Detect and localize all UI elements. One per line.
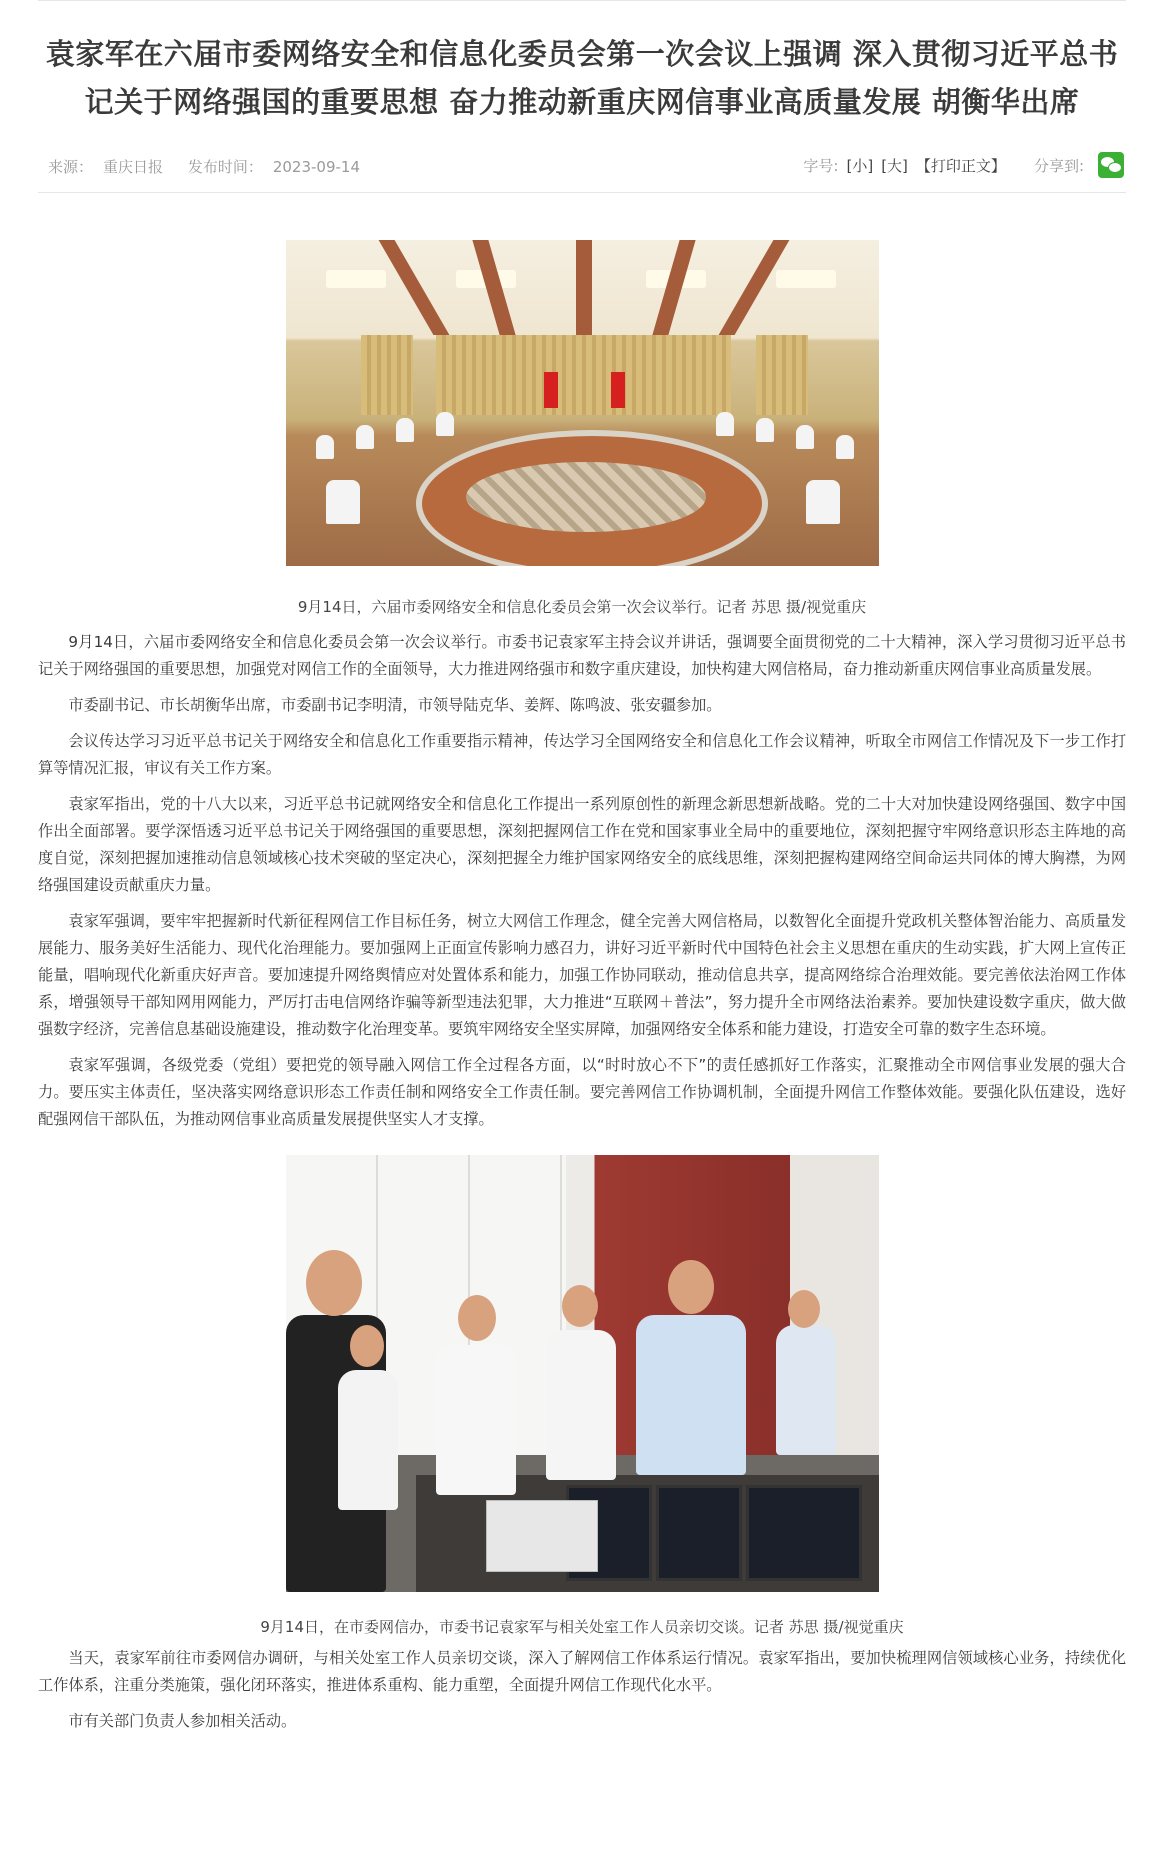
flag-icon — [611, 372, 625, 408]
paragraph: 会议传达学习习近平总书记关于网络安全和信息化工作重要指示精神，传达学习全国网络安全和信息化工作会议精神，听取全市网信工作情况及下一步工作打算等情况汇报，审议有关工作方案。 — [38, 732, 1126, 777]
publish-info — [188, 158, 370, 176]
flag-icon — [544, 372, 558, 408]
meeting-photo — [286, 240, 879, 566]
paragraph: 袁家军强调，各级党委（党组）要把党的领导融入网信工作全过程各方面，以“时时放心不下”的责任感抓好工作落实，汇聚推动全市网信事业发展的强大合力。要压实主体责任，坚决落实网络意识形态工作责任制和网络安全工作责任制。要完善网信工作协调机制，全面提升网信工作整体效能。要强化队伍建设，选好配强网信干部队伍，为推动网信事业高质量发展提供坚实人才支撑。 — [38, 1056, 1126, 1128]
paragraph: 袁家军强调，要牢牢把握新时代新征程网信工作目标任务，树立大网信工作理念，健全完善大网信格局，以数智化全面提升党政机关整体智治能力、高质量发展能力、服务美好生活能力、现代化治理能力。要加强网上正面宣传影响力感召力，讲好习近平新时代中国特色社会主义思想在重庆的生动实践，扩大网上宣传正能量，唱响现代化新重庆好声音。要加速提升网络舆情应对处置体系和能力，加强工作协同联动，推动信息共享，提高网络综合治理效能。要完善依法治网工作体系，增强领导干部知网用网能力，严厉打击电信网络诈骗等新型违法犯罪，大力推进“互联网＋普法”，努力提升全市网络法治素养。要加快建设数字重庆，做大做强数字经济，完善信息基础设施建设，推动数字化治理变革。要筑牢网络安全坚实屏障，加强网络安全体系和能力建设，打造安全可靠的数字生态环境。 — [38, 912, 1126, 1038]
article-title: 袁家军在六届市委网络安全和信息化委员会第一次会议上强调 深入贯彻习近平总书记关于网络强国的重要思想 奋力推动新重庆网信事业高质量发展 胡衡华出席 — [45, 37, 1119, 119]
source-info — [48, 158, 173, 176]
image-caption-1: 9月14日，六届市委网络安全和信息化委员会第一次会议举行。记者 苏思 摄/视觉重庆 — [297, 598, 867, 616]
article-body — [38, 629, 1126, 1133]
source-value: 重庆日报 — [103, 158, 164, 176]
article-tools — [803, 150, 1124, 180]
office-visit-photo — [286, 1155, 879, 1592]
paragraph: 市委副书记、市长胡衡华出席，市委副书记李明清，市领导陆克华、姜辉、陈鸣波、张安疆参加。 — [68, 696, 722, 714]
article — [38, 0, 1126, 1744]
date-label: 发布时间： — [187, 158, 263, 176]
image-caption-2: 9月14日，在市委网信办，市委书记袁家军与相关处室工作人员亲切交谈。记者 苏思 摄/视觉重庆 — [260, 1618, 904, 1636]
paragraph: 9月14日，六届市委网络安全和信息化委员会第一次会议举行。市委书记袁家军主持会议并讲话，强调要全面贯彻党的二十大精神，深入学习贯彻习近平总书记关于网络强国的重要思想，加强党对网信工作的全面领导，大力推进网络强市和数字重庆建设，加快构建大网信格局，奋力推动新重庆网信事业高质量发展。 — [38, 633, 1126, 678]
font-size-label: 字号: — [803, 156, 839, 175]
share-label: 分享到: — [1033, 156, 1084, 175]
article-meta-bar — [38, 138, 1126, 193]
article-body-continued — [38, 1645, 1126, 1735]
paragraph: 市有关部门负责人参加相关活动。 — [68, 1712, 297, 1730]
font-small-button[interactable]: [小] — [846, 156, 874, 175]
article-meta-left — [48, 156, 380, 177]
publish-date: 2023-09-14 — [272, 158, 361, 176]
font-large-button[interactable]: [大] — [881, 156, 908, 175]
print-button[interactable]: 【打印正文】 — [915, 156, 1006, 175]
paragraph: 袁家军指出，党的十八大以来，习近平总书记就网络安全和信息化工作提出一系列原创性的新理念新思想新战略。党的二十大对加快建设网络强国、数字中国作出全面部署。要学深悟透习近平总书记关于网络强国的重要思想，深刻把握网信工作在党和国家事业全局中的重要地位，深刻把握守牢网络意识形态主阵地的高度自觉，深刻把握加速推动信息领域核心技术突破的坚定决心，深刻把握全力维护国家网络安全的底线思维，深刻把握构建网络空间命运共同体的博大胸襟，为网络强国建设贡献重庆力量。 — [38, 795, 1126, 894]
paragraph: 当天，袁家军前往市委网信办调研，与相关处室工作人员亲切交谈，深入了解网信工作体系运行情况。袁家军指出，要加快梳理网信领域核心业务，持续优化工作体系，注重分类施策，强化闭环落实，推进体系重构、能力重塑，全面提升网信工作现代化水平。 — [38, 1649, 1126, 1694]
wechat-icon[interactable] — [1098, 152, 1124, 178]
source-label: 来源： — [48, 158, 94, 176]
